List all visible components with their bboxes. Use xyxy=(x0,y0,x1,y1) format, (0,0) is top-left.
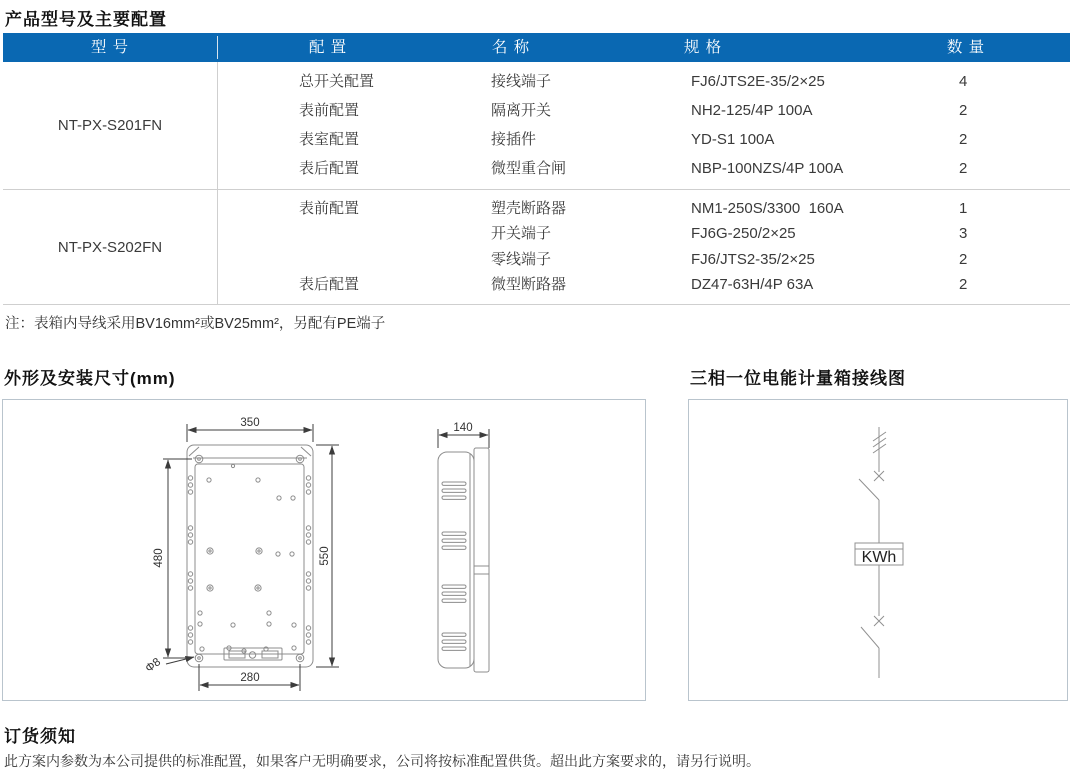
vent-perforations xyxy=(188,476,310,644)
config-cell: 表前配置 xyxy=(299,102,360,120)
dimensions-section-title: 外形及安装尺寸(mm) xyxy=(4,369,176,388)
config-line xyxy=(218,222,1070,246)
ordering-notes-title: 订货须知 xyxy=(4,727,76,746)
meter-label: KWh xyxy=(861,549,897,566)
config-line xyxy=(218,99,1070,123)
name-cell: 接线端子 xyxy=(491,73,552,91)
name-cell: 隔离开关 xyxy=(491,102,552,120)
dim-depth-label: 140 xyxy=(453,422,473,434)
config-line xyxy=(218,248,1070,272)
spec-cell: NM1-250S/3300 160A xyxy=(691,199,844,217)
config-line xyxy=(218,70,1070,94)
config-line xyxy=(218,273,1070,297)
spec-cell: FJ6G-250/2×25 xyxy=(691,225,796,243)
column-header-config: 配 置 xyxy=(308,39,348,56)
name-cell: 微型重合闸 xyxy=(491,159,567,177)
wiring-diagram xyxy=(689,400,1067,700)
corner-screws xyxy=(195,455,304,662)
config-cell: 表室配置 xyxy=(299,130,360,148)
model-cell: NT-PX-S201FN xyxy=(57,117,163,134)
qty-cell: 1 xyxy=(959,199,968,217)
breaker-bottom-icon xyxy=(861,616,884,648)
name-cell: 开关端子 xyxy=(491,225,552,243)
ordering-notes-text: 此方案内参数为本公司提供的标准配置，如果客户无明确要求，公司将按标准配置供货。超出此方案要求的，请另行说明。 xyxy=(4,753,760,769)
front-view xyxy=(187,445,313,667)
name-cell: 塑壳断路器 xyxy=(491,199,567,217)
qty-cell: 2 xyxy=(959,250,968,268)
table-note: 注：表箱内导线采用BV16mm²或BV25mm²，另配有PE端子 xyxy=(5,316,386,332)
column-header-spec: 规 格 xyxy=(683,39,723,56)
mounting-holes xyxy=(198,464,296,653)
vent-slats xyxy=(442,482,466,650)
qty-cell: 3 xyxy=(959,225,968,243)
side-view xyxy=(438,448,489,672)
qty-cell: 2 xyxy=(959,130,968,148)
model-cell: NT-PX-S202FN xyxy=(57,238,163,256)
config-line xyxy=(218,128,1070,152)
page-title: 产品型号及主要配置 xyxy=(5,10,167,29)
config-line xyxy=(218,157,1070,181)
qty-cell: 4 xyxy=(959,73,968,91)
name-cell: 微型断路器 xyxy=(491,276,567,294)
name-cell: 零线端子 xyxy=(491,250,552,268)
dim-hole-label: Φ8 xyxy=(143,656,164,676)
spec-cell: FJ6/JTS2-35/2×25 xyxy=(691,250,815,268)
name-cell: 接插件 xyxy=(491,130,537,148)
table-row xyxy=(3,62,1070,190)
column-header-model: 型 号 xyxy=(90,39,130,56)
dim-bottom-width-label: 280 xyxy=(240,672,260,684)
config-cell: 表前配置 xyxy=(299,199,360,217)
qty-cell: 2 xyxy=(959,159,968,177)
qty-cell: 2 xyxy=(959,276,968,294)
dim-height-label: 550 xyxy=(319,546,331,566)
dimensions-panel xyxy=(2,399,646,701)
qty-cell: 2 xyxy=(959,102,968,120)
spec-cell: FJ6/JTS2E-35/2×25 xyxy=(691,73,825,91)
config-line xyxy=(218,197,1070,221)
dim-inner-height-label: 480 xyxy=(153,548,165,568)
wiring-section-title: 三相一位电能计量箱接线图 xyxy=(690,369,906,388)
header-divider xyxy=(217,36,218,59)
table-row xyxy=(3,190,1070,305)
config-cell: 表后配置 xyxy=(299,276,360,294)
config-cell: 表后配置 xyxy=(299,159,360,177)
spec-cell: NH2-125/4P 100A xyxy=(691,102,813,120)
spec-cell: NBP-100NZS/4P 100A xyxy=(691,159,844,177)
spec-cell: YD-S1 100A xyxy=(691,130,775,148)
spec-cell: DZ47-63H/4P 63A xyxy=(691,276,814,294)
column-header-qty: 数 量 xyxy=(946,39,986,56)
dim-width-label: 350 xyxy=(240,417,260,429)
config-cell: 总开关配置 xyxy=(299,73,375,91)
column-header-name: 名 称 xyxy=(491,39,531,56)
outline-drawing xyxy=(3,400,645,700)
breaker-top-icon xyxy=(859,471,884,500)
wiring-panel xyxy=(688,399,1068,701)
table-header xyxy=(3,33,1070,62)
